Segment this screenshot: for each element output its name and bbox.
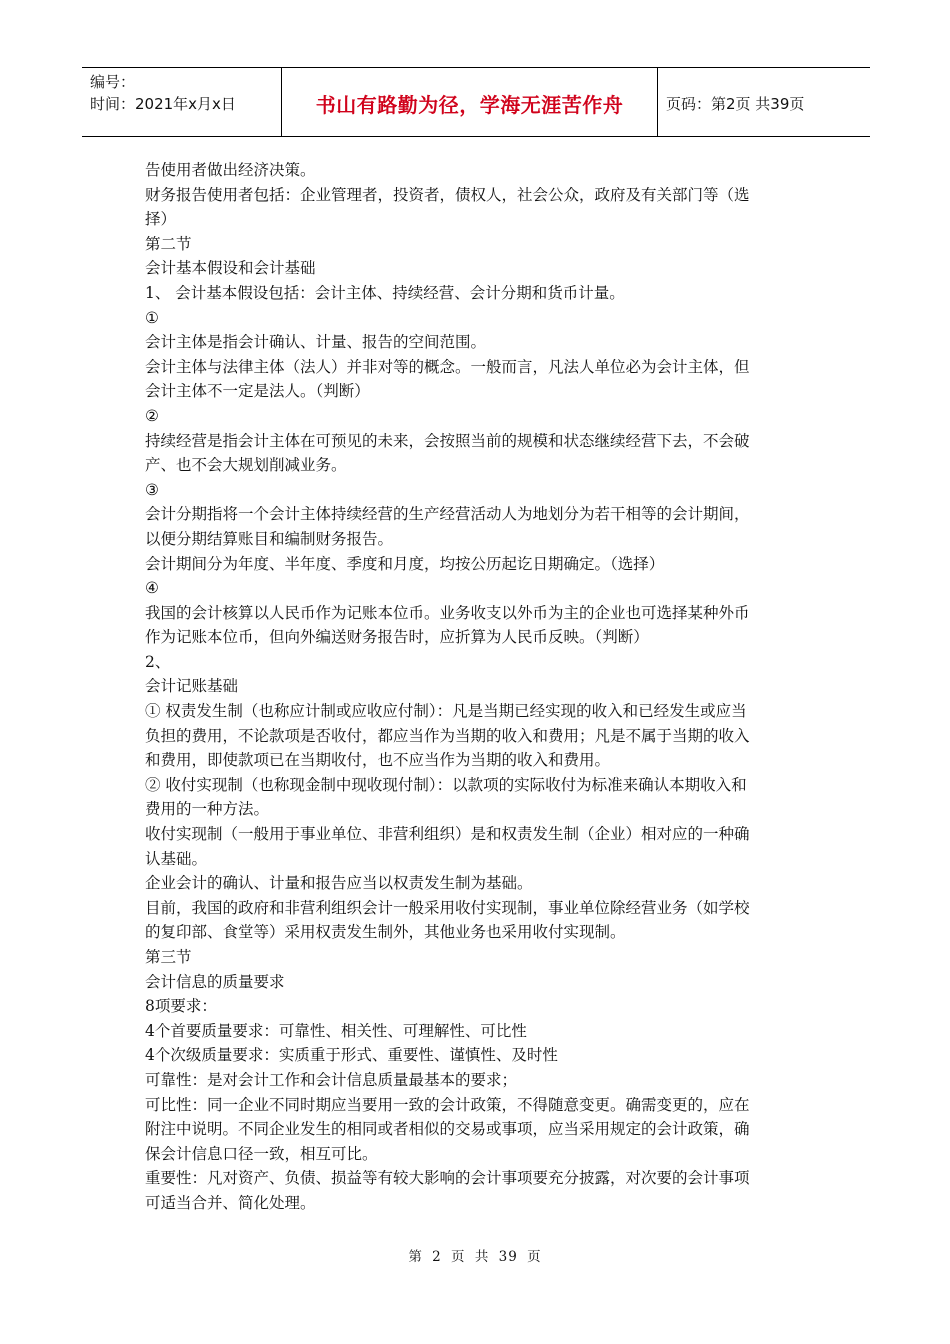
- document-time-label: 时间：2021年x月x日: [90, 95, 236, 113]
- body-text-line: ②: [145, 406, 159, 425]
- body-text-line: 的复印部、食堂等）采用权责发生制外，其他业务也采用收付实现制。: [145, 923, 626, 942]
- body-text-line: 我国的会计核算以人民币作为记账本位币。业务收支以外币为主的企业也可选择某种外币: [145, 603, 750, 622]
- body-text-line: ① 权责发生制（也称应计制或应收应付制）：凡是当期已经实现的收入和已经发生或应当: [145, 702, 747, 721]
- body-text-line: ② 收付实现制（也称现金制中现收现付制）：以款项的实际收付为标准来确认本期收入和: [145, 775, 747, 794]
- body-text-line: 第三节: [145, 948, 192, 966]
- body-text-line: 4个次级质量要求：实质重于形式、重要性、谨慎性、及时性: [145, 1046, 558, 1065]
- body-text-line: 4个首要质量要求：可靠性、相关性、可理解性、可比性: [145, 1021, 527, 1040]
- body-text-line: 企业会计的确认、计量和报告应当以权责发生制为基础。: [145, 874, 533, 893]
- body-text-line: 收付实现制（一般用于事业单位、非营利组织）是和权责发生制（企业）相对应的一种确: [145, 825, 750, 844]
- body-text-line: ③: [145, 480, 159, 499]
- body-text-line: 第二节: [145, 234, 192, 253]
- header-page-info: 页码：第2页 共39页: [666, 94, 805, 113]
- body-text-line: 2、: [145, 652, 171, 671]
- body-text-line: 会计分期指将一个会计主体持续经营的生产经营活动人为地划分为若干相等的会计期间，: [145, 505, 750, 524]
- body-text-line: 目前，我国的政府和非营利组织会计一般采用收付实现制，事业单位除经营业务（如学校: [145, 898, 750, 917]
- body-text-line: 附注中说明。不同企业发生的相同或者相似的交易或事项，应当采用规定的会计政策，确: [145, 1120, 750, 1139]
- page-header: [82, 67, 870, 137]
- document-body: [145, 158, 813, 1216]
- body-text-line: 会计主体是指会计确认、计量、报告的空间范围。: [145, 333, 487, 352]
- body-text-line: 和费用，即使款项已在当期收付，也不应当作为当期的收入和费用。: [145, 751, 611, 770]
- body-text-line: 会计主体与法律主体（法人）并非对等的概念。一般而言，凡法人单位必为会计主体，但: [145, 357, 750, 376]
- body-text-line: 作为记账本位币，但向外编送财务报告时，应折算为人民币反映。（判断）: [145, 628, 649, 647]
- body-text-line: 产、也不会大规划削减业务。: [145, 456, 347, 475]
- body-text-line: 会计基本假设和会计基础: [145, 259, 316, 278]
- header-meta-cell: [82, 68, 282, 136]
- body-text-line: 保会计信息口径一致，相互可比。: [145, 1144, 378, 1163]
- body-text-line: 费用的一种方法。: [145, 800, 270, 819]
- body-text-line: 会计主体不一定是法人。（判断）: [145, 382, 370, 401]
- document-number-label: 编号：: [90, 73, 136, 91]
- body-text-line: 会计信息的质量要求: [145, 972, 285, 991]
- body-text-line: 8项要求：: [145, 997, 217, 1016]
- body-text-line: 可适当合并、简化处理。: [145, 1193, 316, 1212]
- body-text-line: 认基础。: [145, 849, 208, 868]
- body-text-line: 负担的费用，不论款项是否收付，都应当作为当期的收入和费用；凡是不属于当期的收入: [145, 726, 750, 745]
- body-text-line: ①: [145, 308, 159, 327]
- body-text-line: 财务报告使用者包括：企业管理者，投资者，债权人，社会公众，政府及有关部门等（选: [145, 185, 750, 204]
- header-motto: 书山有路勤为径，学海无涯苦作舟: [315, 92, 624, 117]
- body-text-line: 持续经营是指会计主体在可预见的未来，会按照当前的规模和状态继续经营下去，不会破: [145, 431, 750, 450]
- body-text-line: 择）: [145, 210, 177, 229]
- body-text-line: 可比性：同一企业不同时期应当要用一致的会计政策，不得随意变更。确需变更的，应在: [145, 1095, 750, 1114]
- body-text-line: 会计期间分为年度、半年度、季度和月度，均按公历起讫日期确定。（选择）: [145, 554, 665, 573]
- body-text-line: 告使用者做出经济决策。: [145, 161, 316, 179]
- body-text-line: ④: [145, 579, 159, 598]
- body-text-line: 会计记账基础: [145, 677, 239, 696]
- body-text-line: 可靠性：是对会计工作和会计信息质量最基本的要求；: [145, 1070, 518, 1089]
- header-motto-cell: [282, 68, 658, 136]
- page-footer: 第 2 页 共 39 页: [408, 1249, 542, 1265]
- body-text-line: 重要性：凡对资产、负债、损益等有较大影响的会计事项要充分披露，对次要的会计事项: [145, 1169, 750, 1188]
- body-text-line: 1、 会计基本假设包括：会计主体、持续经营、会计分期和货币计量。: [145, 283, 625, 302]
- body-text-line: 以便分期结算账目和编制财务报告。: [145, 529, 394, 548]
- header-page-cell: [658, 68, 870, 136]
